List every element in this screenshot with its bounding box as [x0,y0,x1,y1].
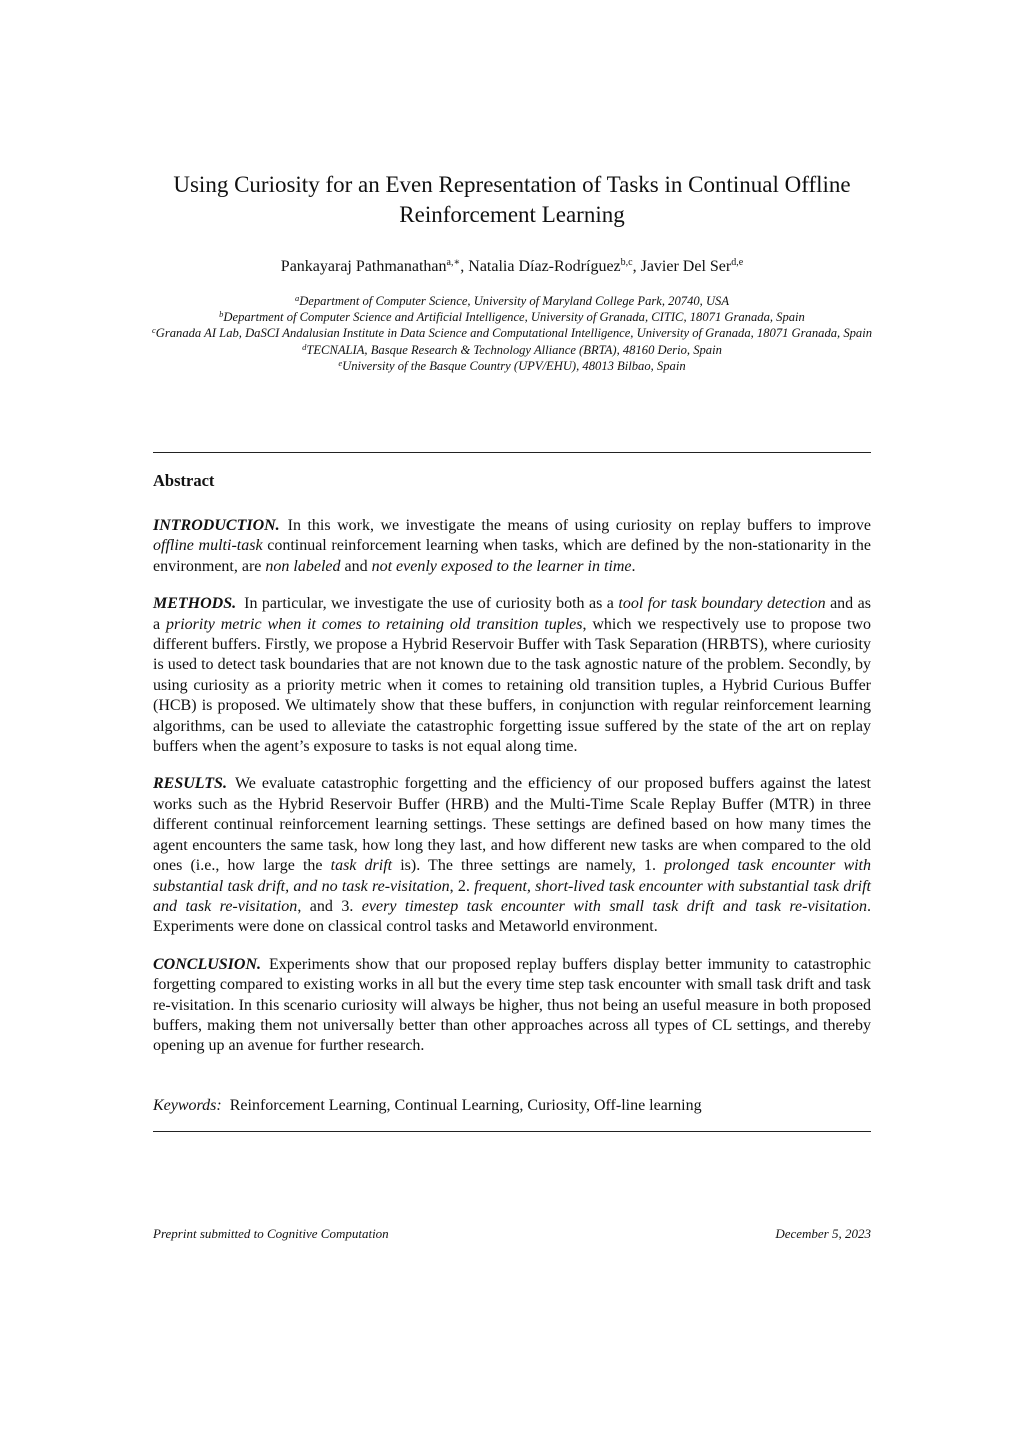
keywords-label: Keywords: [153,1097,222,1114]
section-lead: CONCLUSION. [153,955,262,973]
abstract-methods [153,594,871,757]
body-text: Experiments show that our proposed replay buffers display better immunity to catastrophic forgetting compared to existing works in all but the every time step task encounter with small task drift and task re-visitation. In this scenario curiosity will always be higher, thus not being an useful measure in both proposed buffers, making them not universally better than other approaches across all types of CL settings, and thereby opening up an avenue for further research. [153,955,871,1055]
keywords-value: Reinforcement Learning, Continual Learning, Curiosity, Off-line learning [229,1097,702,1114]
body-text: In particular, we investigate the use of curiosity both as a [244,595,619,613]
author: Natalia Díaz-Rodríguez$^{b,c}$, [468,257,641,275]
section-lead: METHODS. [153,595,237,613]
body-text: . [631,557,636,575]
emphasis-text: every timestep task encounter with small task drift and task re-visitation [361,897,867,915]
body-text: continual reinforcement learning when tasks, which are defined by the non-stationarity in the environment, are [153,537,871,575]
emphasis-text: not evenly exposed to the learner in time [371,557,632,575]
section-lead: RESULTS. [153,775,227,793]
body-text: . Experiments were done on classical control tasks and Metaworld environment. [153,897,871,936]
keywords [153,1096,871,1116]
abstract-introduction [153,516,871,577]
emphasis-text: priority metric when it comes to retaining old transition tuples [165,615,583,633]
affiliation: $^a$Department of Computer Science, University of Maryland College Park, 20740, USA [294,293,730,308]
body-text: and [340,557,372,575]
body-text: , which we respectively use to propose two different buffers. Firstly, we propose a Hybrid Reservoir Buffer with Task Separation (HRBTS), where curiosity is used to detect task boundaries that are not known due to the task agnostic nature of the problem. Secondly, by using curiosity as a priority metric when it comes to retaining old transition tuples, a Hybrid Curious Buffer (HCB) is proposed. We ultimately show that these buffers, in conjunction with regular reinforcement learning algorithms, can be used to alleviate the catastrophic forgetting issue suffered by the state of the art on replay buffers when the agent’s exposure to tasks is not equal along time. [153,615,872,756]
paper-title: Using Curiosity for an Even Representation of Tasks in Continual Offline Reinforcement Learning [173,172,851,227]
emphasis-text: tool for task boundary detection [618,595,826,613]
bottom-divider [153,1131,871,1132]
affiliation-list [150,293,874,374]
affiliation: $^e$University of the Basque Country (UPV/EHU), 48013 Bilbao, Spain [338,357,686,373]
emphasis-text: prolonged task encounter with substantial task drift, and no task re-visitation [153,857,872,895]
emphasis-text: frequent, short-lived task encounter with substantial task drift and task re-visitation [153,877,871,915]
emphasis-text: task drift [330,857,393,875]
author-list [140,256,884,278]
body-text: , and 3. [297,897,362,915]
affiliation: $^d$TECNALIA, Basque Research & Technology Alliance (BRTA), 48160 Derio, Spain [302,341,722,357]
author: Javier Del Ser$^{d,e}$ [640,257,744,275]
body-text: In this work, we investigate the means of using curiosity on replay buffers to improve [287,517,871,534]
abstract-heading: Abstract [153,471,215,490]
body-text: We evaluate catastrophic forgetting and the efficiency of our proposed buffers against the latest works such as the Hybrid Reservoir Buffer (HRB) and the Multi-Time Scale Replay Buffer (MTR) in three different continual reinforcement learning settings. These settings are defined based on how many times the agent encounters the same task, how long they last, and how different new tasks are when compared to the old ones (i.e., how large the [153,775,871,875]
emphasis-text: non labeled [265,557,341,575]
abstract-results [153,774,871,937]
section-lead: INTRODUCTION. [153,517,280,534]
body-text: is). The three settings are namely, 1. [392,857,665,875]
author: Pankayaraj Pathmanathan$^{a,∗}$, [280,257,469,275]
body-text: and as a [153,595,871,633]
top-divider [153,452,871,453]
body-text: , 2. [449,877,475,895]
affiliation: $^c$Granada AI Lab, DaSCI Andalusian Institute in Data Science and Computational Intelligence, University of Granada, 18071 Granada, Spain [151,325,873,341]
preprint-note: Preprint submitted to Cognitive Computation [153,1226,389,1241]
abstract-body [153,516,871,1074]
affiliation: $^b$Department of Computer Science and Artificial Intelligence, University of Granada, CITIC, 18071 Granada, Spain [219,309,805,325]
preprint-date: December 5, 2023 [775,1226,871,1241]
abstract-conclusion [153,955,871,1057]
emphasis-text: offline multi-task [153,537,263,555]
